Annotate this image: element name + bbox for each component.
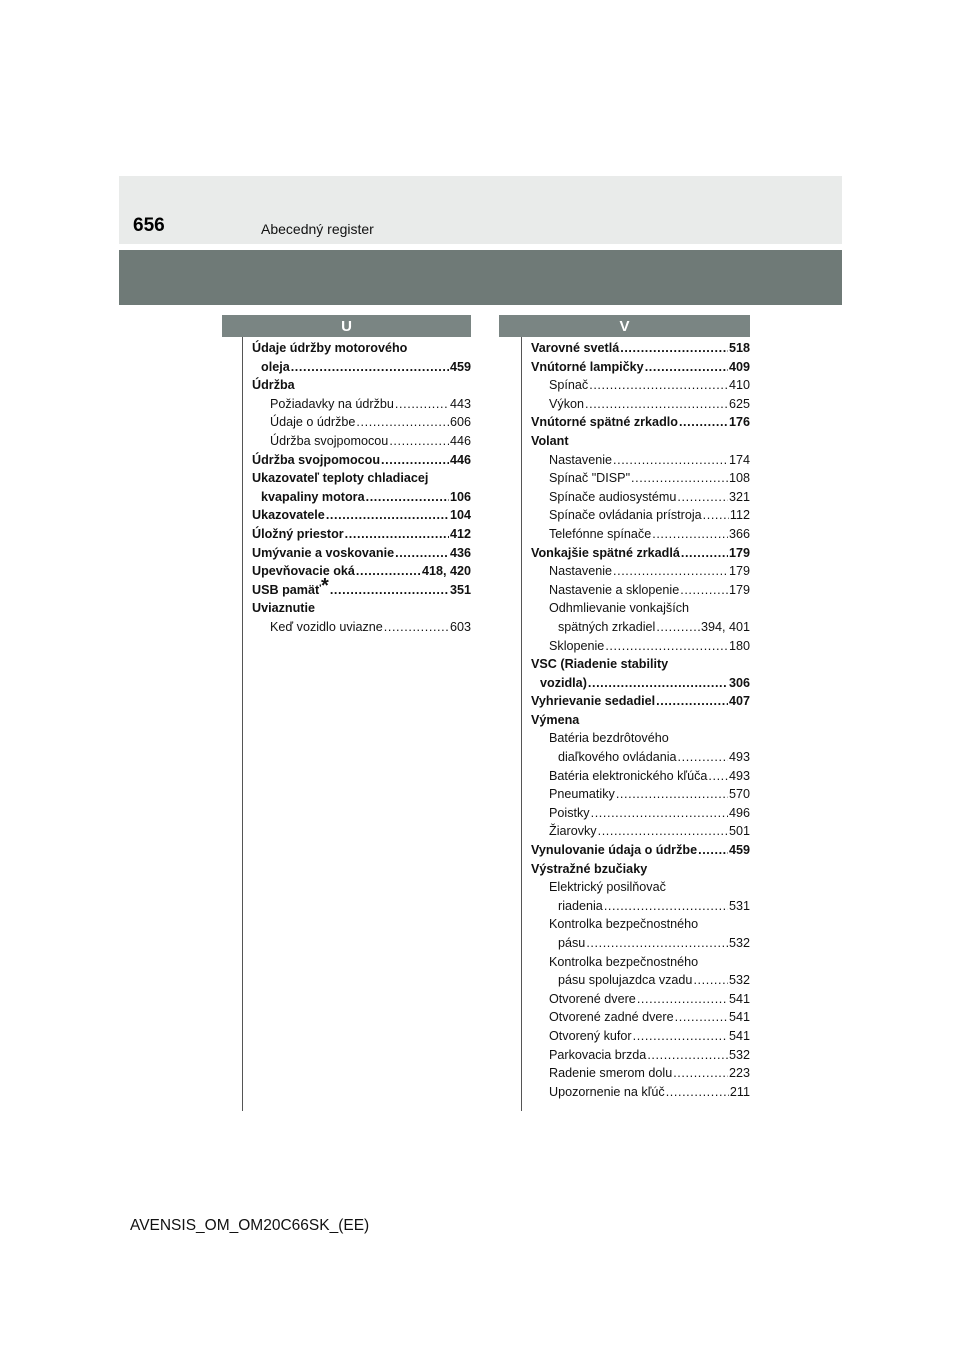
index-entry: Úložný priestor ..... 412 — [252, 525, 471, 544]
index-subentry: Nastavenie a sklopenie ..... 179 — [531, 581, 750, 600]
index-entry: Vnútorné spätné zrkadlo ..... 176 — [531, 413, 750, 432]
index-column-u — [252, 339, 471, 637]
index-column-v — [531, 339, 750, 1101]
index-entry: Vonkajšie spätné zrkadlá ..... 179 — [531, 544, 750, 563]
index-entry: Ukazovateľ teploty chladiacej — [252, 471, 429, 486]
footnote-star: * — [321, 574, 329, 597]
index-subentry: Otvorené zadné dvere ..... 541 — [531, 1008, 750, 1027]
index-subentry: diaľkového ovládania ..... 493 — [531, 748, 750, 767]
index-subentry: Otvorený kufor ..... 541 — [531, 1027, 750, 1046]
index-subentry: Pneumatiky ..... 570 — [531, 785, 750, 804]
index-entry: Výstražné bzučiaky — [531, 861, 648, 876]
index-subentry: Údaje o údržbe ..... 606 — [252, 413, 471, 432]
column-rule-right — [521, 337, 522, 1111]
index-entry: Vynulovanie údaja o údržbe ..... 459 — [531, 841, 750, 860]
index-entry: oleja ..... 459 — [252, 358, 471, 377]
index-entry: Varovné svetlá ..... 518 — [531, 339, 750, 358]
index-entry: USB pamäť* ..... 351 — [252, 581, 471, 600]
page-number: 656 — [133, 215, 165, 236]
index-entry: Vnútorné lampičky ..... 409 — [531, 358, 750, 377]
index-entry: Údaje údržby motorového — [252, 341, 408, 355]
index-subentry: Telefónne spínače ..... 366 — [531, 525, 750, 544]
index-subentry: Otvorené dvere ..... 541 — [531, 990, 750, 1009]
index-subentry: Požiadavky na údržbu ..... 443 — [252, 395, 471, 414]
index-entry: Vyhrievanie sedadiel ..... 407 — [531, 692, 750, 711]
index-subentry: Upozornenie na kľúč ..... 211 — [531, 1083, 750, 1102]
column-rule-left — [242, 337, 243, 1111]
page-title: Abecedný register — [261, 221, 374, 237]
index-subentry: Sklopenie ..... 180 — [531, 637, 750, 656]
index-subentry: spätných zrkadiel ..... 394, 401 — [531, 618, 750, 637]
index-subentry: Žiarovky ..... 501 — [531, 822, 750, 841]
index-entry: Výmena — [531, 712, 580, 727]
index-subentry: Spínač "DISP" ..... 108 — [531, 469, 750, 488]
index-subentry: Elektrický posilňovač — [549, 880, 666, 895]
letter-header-v: V — [499, 315, 750, 337]
index-subentry: Poistky ..... 496 — [531, 804, 750, 823]
index-entry: vozidla) ..... 306 — [531, 674, 750, 693]
letter-header-u: U — [222, 315, 471, 337]
index-entry: Údržba svojpomocou ..... 446 — [252, 451, 471, 470]
section-band — [119, 250, 842, 305]
index-subentry: Batéria elektronického kľúča ..... 493 — [531, 767, 750, 786]
index-subentry: Nastavenie ..... 174 — [531, 451, 750, 470]
index-subentry: riadenia ..... 531 — [531, 897, 750, 916]
index-subentry: Výkon ..... 625 — [531, 395, 750, 414]
index-subentry: Spínače audiosystému ..... 321 — [531, 488, 750, 507]
index-subentry: Údržba svojpomocou ..... 446 — [252, 432, 471, 451]
index-subentry: Parkovacia brzda ..... 532 — [531, 1046, 750, 1065]
index-entry: Upevňovacie oká ..... 418, 420 — [252, 562, 471, 581]
index-subentry: Odhmlievanie vonkajších — [549, 601, 690, 616]
index-subentry: Keď vozidlo uviazne ..... 603 — [252, 618, 471, 637]
index-subentry: Nastavenie ..... 179 — [531, 562, 750, 581]
index-entry: Umývanie a voskovanie ..... 436 — [252, 544, 471, 563]
index-entry: Ukazovatele ..... 104 — [252, 506, 471, 525]
index-subentry: Kontrolka bezpečnostného — [549, 954, 699, 969]
index-entry: VSC (Riadenie stability — [531, 657, 669, 672]
index-entry: Údržba — [252, 378, 295, 393]
header-band — [119, 176, 842, 244]
index-entry: Uviaznutie — [252, 601, 315, 616]
index-subentry: Kontrolka bezpečnostného — [549, 917, 699, 932]
index-subentry: pásu ..... 532 — [531, 934, 750, 953]
index-entry: Volant — [531, 433, 569, 448]
index-subentry: Spínače ovládania prístroja ..... 112 — [531, 506, 750, 525]
index-entry: kvapaliny motora ..... 106 — [252, 488, 471, 507]
index-subentry: pásu spolujazdca vzadu ..... 532 — [531, 971, 750, 990]
index-subentry: Spínač ..... 410 — [531, 376, 750, 395]
index-subentry: Batéria bezdrôtového — [549, 731, 669, 746]
index-subentry: Radenie smerom dolu ..... 223 — [531, 1064, 750, 1083]
document-code: AVENSIS_OM_OM20C66SK_(EE) — [130, 1217, 370, 1234]
